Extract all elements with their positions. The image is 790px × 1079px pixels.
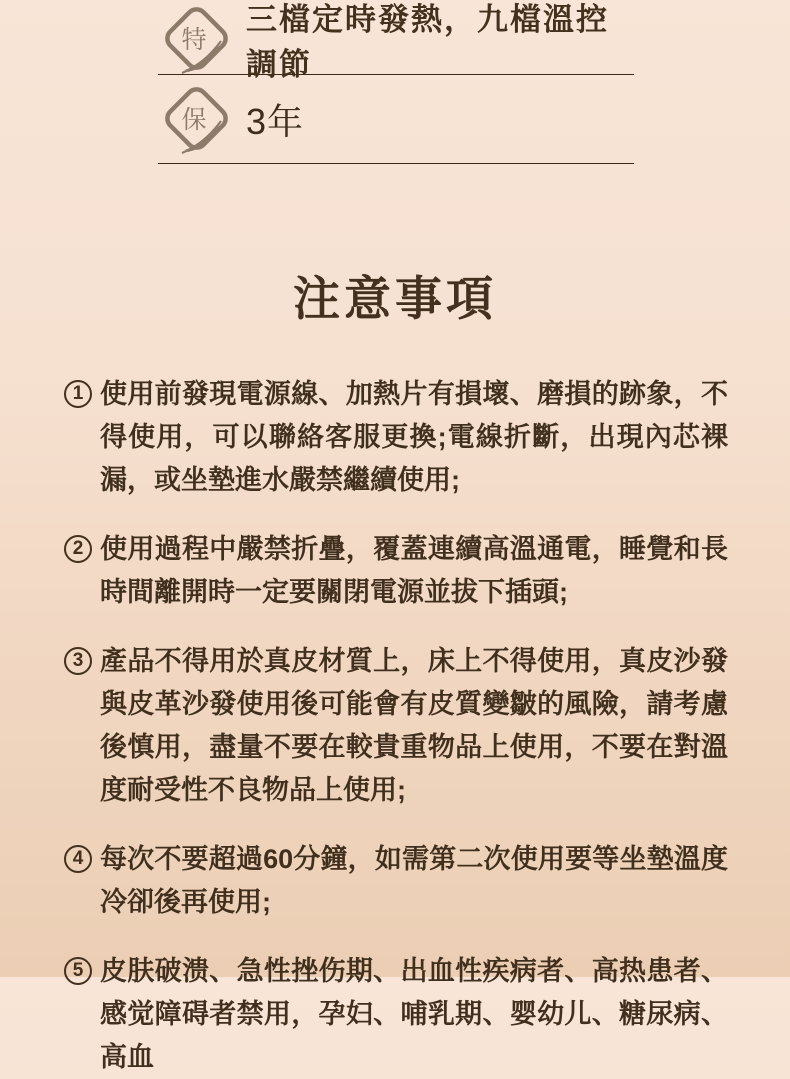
note-text: 產品不得用於真皮材質上，床上不得使用，真皮沙發與皮革沙發使用後可能會有皮質變皺的風險，請考慮後慎用，盡量不要在較貴重物品上使用，不要在對溫度耐受性不良物品上使用; xyxy=(100,646,728,805)
special-badge-icon xyxy=(158,4,234,74)
badge-character: 特 xyxy=(181,26,207,54)
diamond-leaf-icon xyxy=(158,84,234,154)
note-text: 皮肤破溃、急性挫伤期、出血性疾病者、高热患者、感觉障碍者禁用，孕妇、哺乳期、婴幼儿、糖尿病、高血 xyxy=(100,956,728,1072)
badge-character: 保 xyxy=(181,106,207,134)
note-item xyxy=(64,373,728,502)
feature-row-warranty xyxy=(158,75,634,163)
note-text: 使用過程中嚴禁折疊，覆蓋連續高溫通電，睡覺和長時間離開時一定要關閉電源並拔下插頭; xyxy=(100,534,728,607)
note-number-badge: 2 xyxy=(64,535,92,563)
divider-line xyxy=(158,163,634,164)
feature-text-warranty: 3年 xyxy=(246,100,305,142)
note-number-badge: 5 xyxy=(64,957,92,985)
note-item xyxy=(64,838,728,924)
page-title: 注意事項 xyxy=(293,272,497,325)
note-number-badge: 4 xyxy=(64,845,92,873)
diamond-leaf-icon xyxy=(158,4,234,74)
note-number-badge: 1 xyxy=(64,380,92,408)
note-item xyxy=(64,640,728,812)
feature-row-special xyxy=(158,2,634,82)
feature-section xyxy=(158,0,634,164)
warranty-badge-icon xyxy=(158,84,234,154)
feature-text-special: 三檔定時發熱，九檔溫控調節 xyxy=(246,2,609,82)
note-number-badge: 3 xyxy=(64,647,92,675)
note-item xyxy=(64,528,728,614)
note-text: 使用前發現電源線、加熱片有損壞、磨損的跡象，不得使用，可以聯絡客服更換;電線折斷，出現內芯裸漏，或坐墊進水嚴禁繼續使用; xyxy=(100,379,728,495)
notes-list xyxy=(64,373,728,1079)
note-item xyxy=(64,950,728,1079)
note-text: 每次不要超過60分鐘，如需第二次使用要等坐墊溫度冷卻後再使用; xyxy=(100,844,728,917)
